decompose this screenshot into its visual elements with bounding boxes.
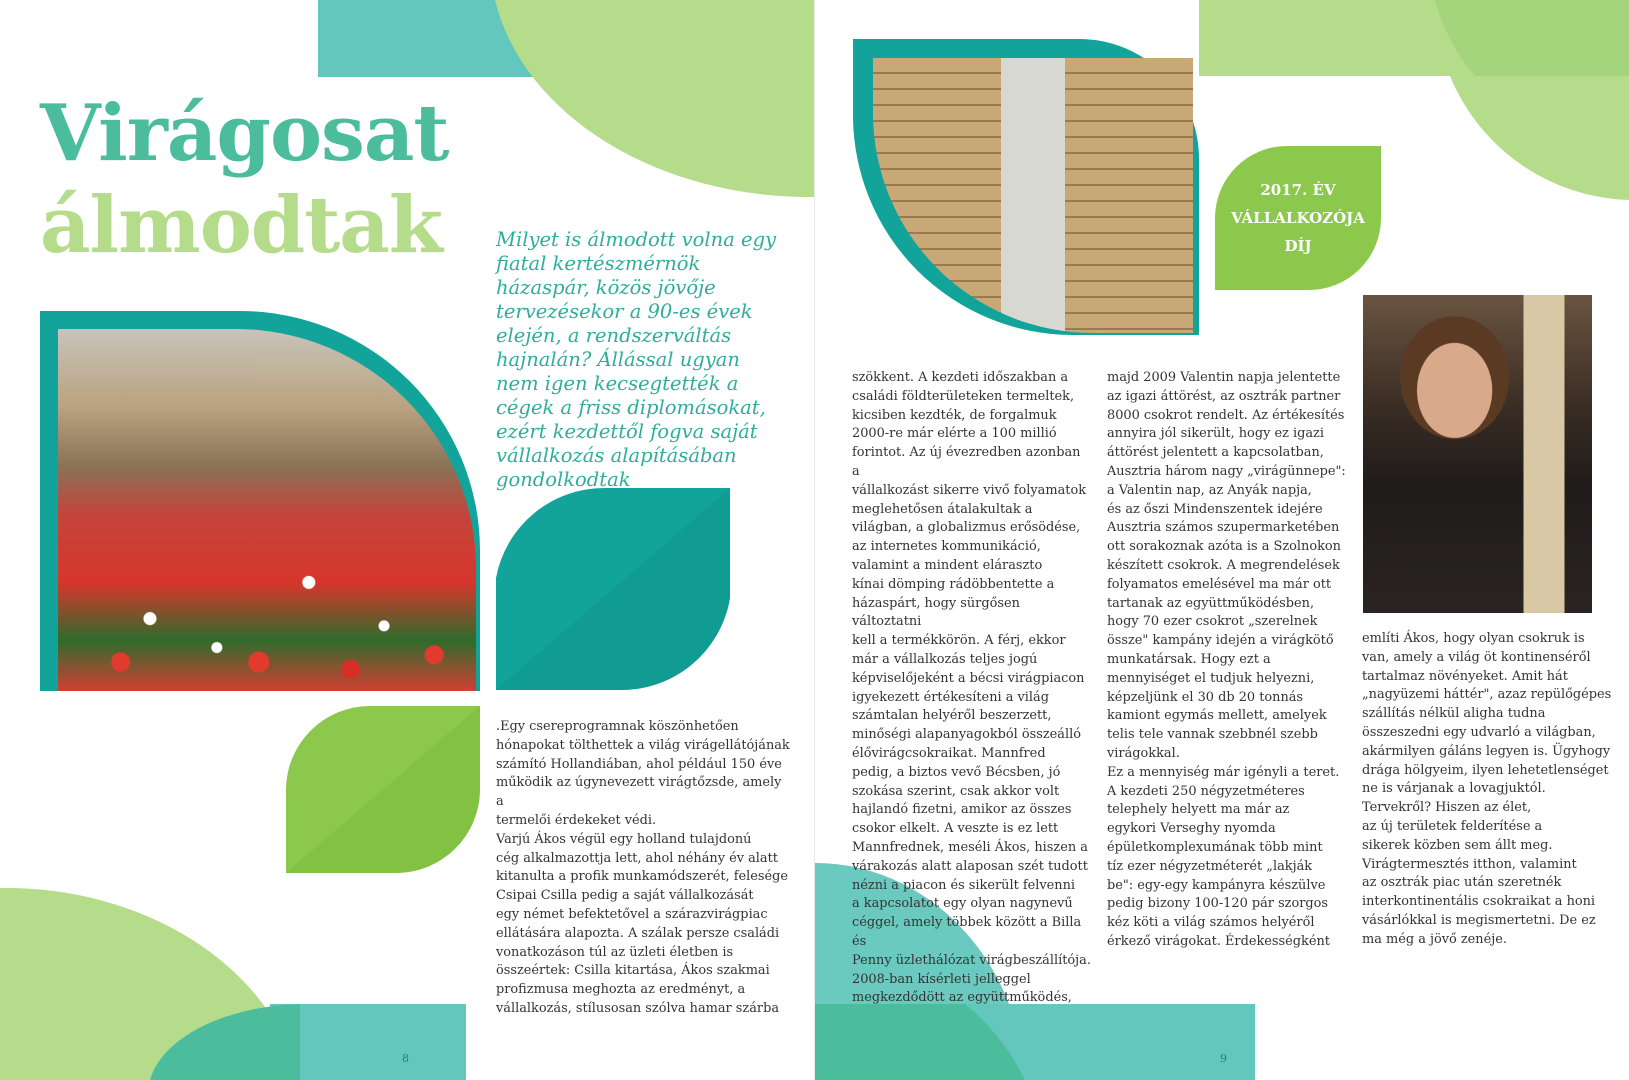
award-line-3: DÍJ <box>1284 237 1312 255</box>
award-line-2: VÁLLALKOZÓJA <box>1231 209 1365 227</box>
body-column-far-right: említi Ákos, hogy olyan csokruk is van, amely a világ öt kontinenséről tartalmaz növényeket. Amit hát „nagyüzemi háttér", azaz repülőgépes szállítás nélkül aligha tudna összeszedni egy udvarló a világban, akármilyen gáláns legyen is. Ügyhogy drága hölgyeim, ilyen lehetetlenséget ne is várjanak a lovagjuktól. Tervekről? Hiszen az élet, az új területek felderítése a sikerek közben sem állt meg. Virágtermesztés itthon, valamint az osztrák piac után szeretnék interkontinentális csokraikat a honi vásárlókkal is megismertetni. De ez ma még a jövő zenéje. <box>1362 631 1612 947</box>
article-title <box>40 88 448 272</box>
lead-paragraph: Milyet is álmodott volna egy fiatal kertészmérnök házaspár, közös jövője tervezésekor a 90-es évek elején, a rendszerváltás hajnalán? Állással ugyan nem igen kecsegtették a cégek a friss diplomásokat, ezért kezdettől fogva saját vállalkozás alapításában gondolkodtak <box>496 228 777 491</box>
page-number-right: 9 <box>1220 1052 1227 1065</box>
award-badge <box>1215 146 1381 290</box>
title-line-1: Virágosat <box>40 88 449 179</box>
body-column-right: majd 2009 Valentin napja jelentette az igazi áttörést, az osztrák partner 8000 csokrot rendelt. Az értékesítés annyira jól sikerült, hogy ez igazi áttörést jelentett a kapcsolatban, Ausztria három nagy „virágünnepe": a Valentin nap, az Anyák napja, és az őszi Mindenszentek idejére Ausztria számos szupermarketében ott sorakoznak azóta is a Szolnokon készített csokrok. A megrendelések folyamatos emelésével ma már ott tartanak az együttműködésben, hogy 70 ezer csokrot „szerelnek össze" kampány idején a virágkötő munkatársak. Hogy ezt a mennyiséget el tudjuk helyezni, képzeljünk el 30 db 20 tonnás kamiont egymás mellett, amelyek telis tele vannak szebbnél szebb virágokkal. Ez a mennyiség már igényli a teret. A kezdeti 250 négyzetméteres telephely helyett ma már az egykori Verseghy nyomda épületkomplexumának több mint tíz ezer négyzetméterét „lakják be": egy-egy kampányra készülve pedig bizony 100-120 pár szorgos kéz köti a világ számos helyéről érkező virágokat. Érdekességként <box>1107 370 1346 949</box>
body-column-left: .Egy csereprogramnak köszönhetően hónapokat tölthettek a világ virágellátójának számító Hollandiában, ahol például 150 éve működik az úgynevezett virágtőzsde, amely a termelői érdekeket védi. Varjú Ákos végül egy holland tulajdonú cég alkalmazottja lett, ahol néhány év alatt kitanulta a profik munkamódszerét, felesége Csipai Csilla pedig a saját vállalkozását egy német befektetővel a szárazvirágpiac ellátására alapozta. A szálak persze családi vonatkozáson túl az üzleti életben is összeértek: Csilla kitartása, Ákos szakmai profizmusa meghozta az eredményt, a vállalkozás, stílusosan szólva hamar szárba <box>496 719 790 1016</box>
portrait-photo <box>1363 295 1592 613</box>
page-number-left: 8 <box>402 1052 409 1065</box>
body-column-middle: szökkent. A kezdeti időszakban a családi földterületeken termeltek, kicsiben kezdték, de forgalmuk 2000-re már elérte a 100 millió forintot. Az új évezredben azonban a vállalkozást sikerre vivő folyamatok meglehetősen átalakultak a világban, a globalizmus erősödése, az internetes kommunikáció, valamint a mindent eláraszto kínai dömping rádöbbentette a házaspárt, hogy sürgősen változtatni kell a termékkörön. A férj, ekkor már a vállalkozás teljes jogú képviselőjeként a bécsi virágpiacon igyekezett értékesíteni a világ számtalan helyéről beszerzett, minőségi alapanyagokból összeálló élővirágcsokraikat. Mannfred pedig, a biztos vevő Bécsben, jó szokása szerint, csak akkor volt hajlandó fizetni, amikor az összes csokor elkelt. A veszte is ez lett Mannfrednek, meséli Ákos, hiszen a várakozás alatt alaposan szét tudott nézni a piacon és sikerült felvenni a kapcsolatot egy olyan nagynevű céggel, amely többek között a Billa és Penny üzlethálózat virágbeszállítója. 2008-ban kísérleti jelleggel megkezdődött az együttműködés, <box>852 370 1091 1006</box>
top-green-quarter <box>495 0 815 197</box>
award-line-1: 2017. ÉV <box>1260 181 1336 199</box>
title-line-2: álmodtak <box>40 180 442 271</box>
right-page <box>815 0 1629 1080</box>
